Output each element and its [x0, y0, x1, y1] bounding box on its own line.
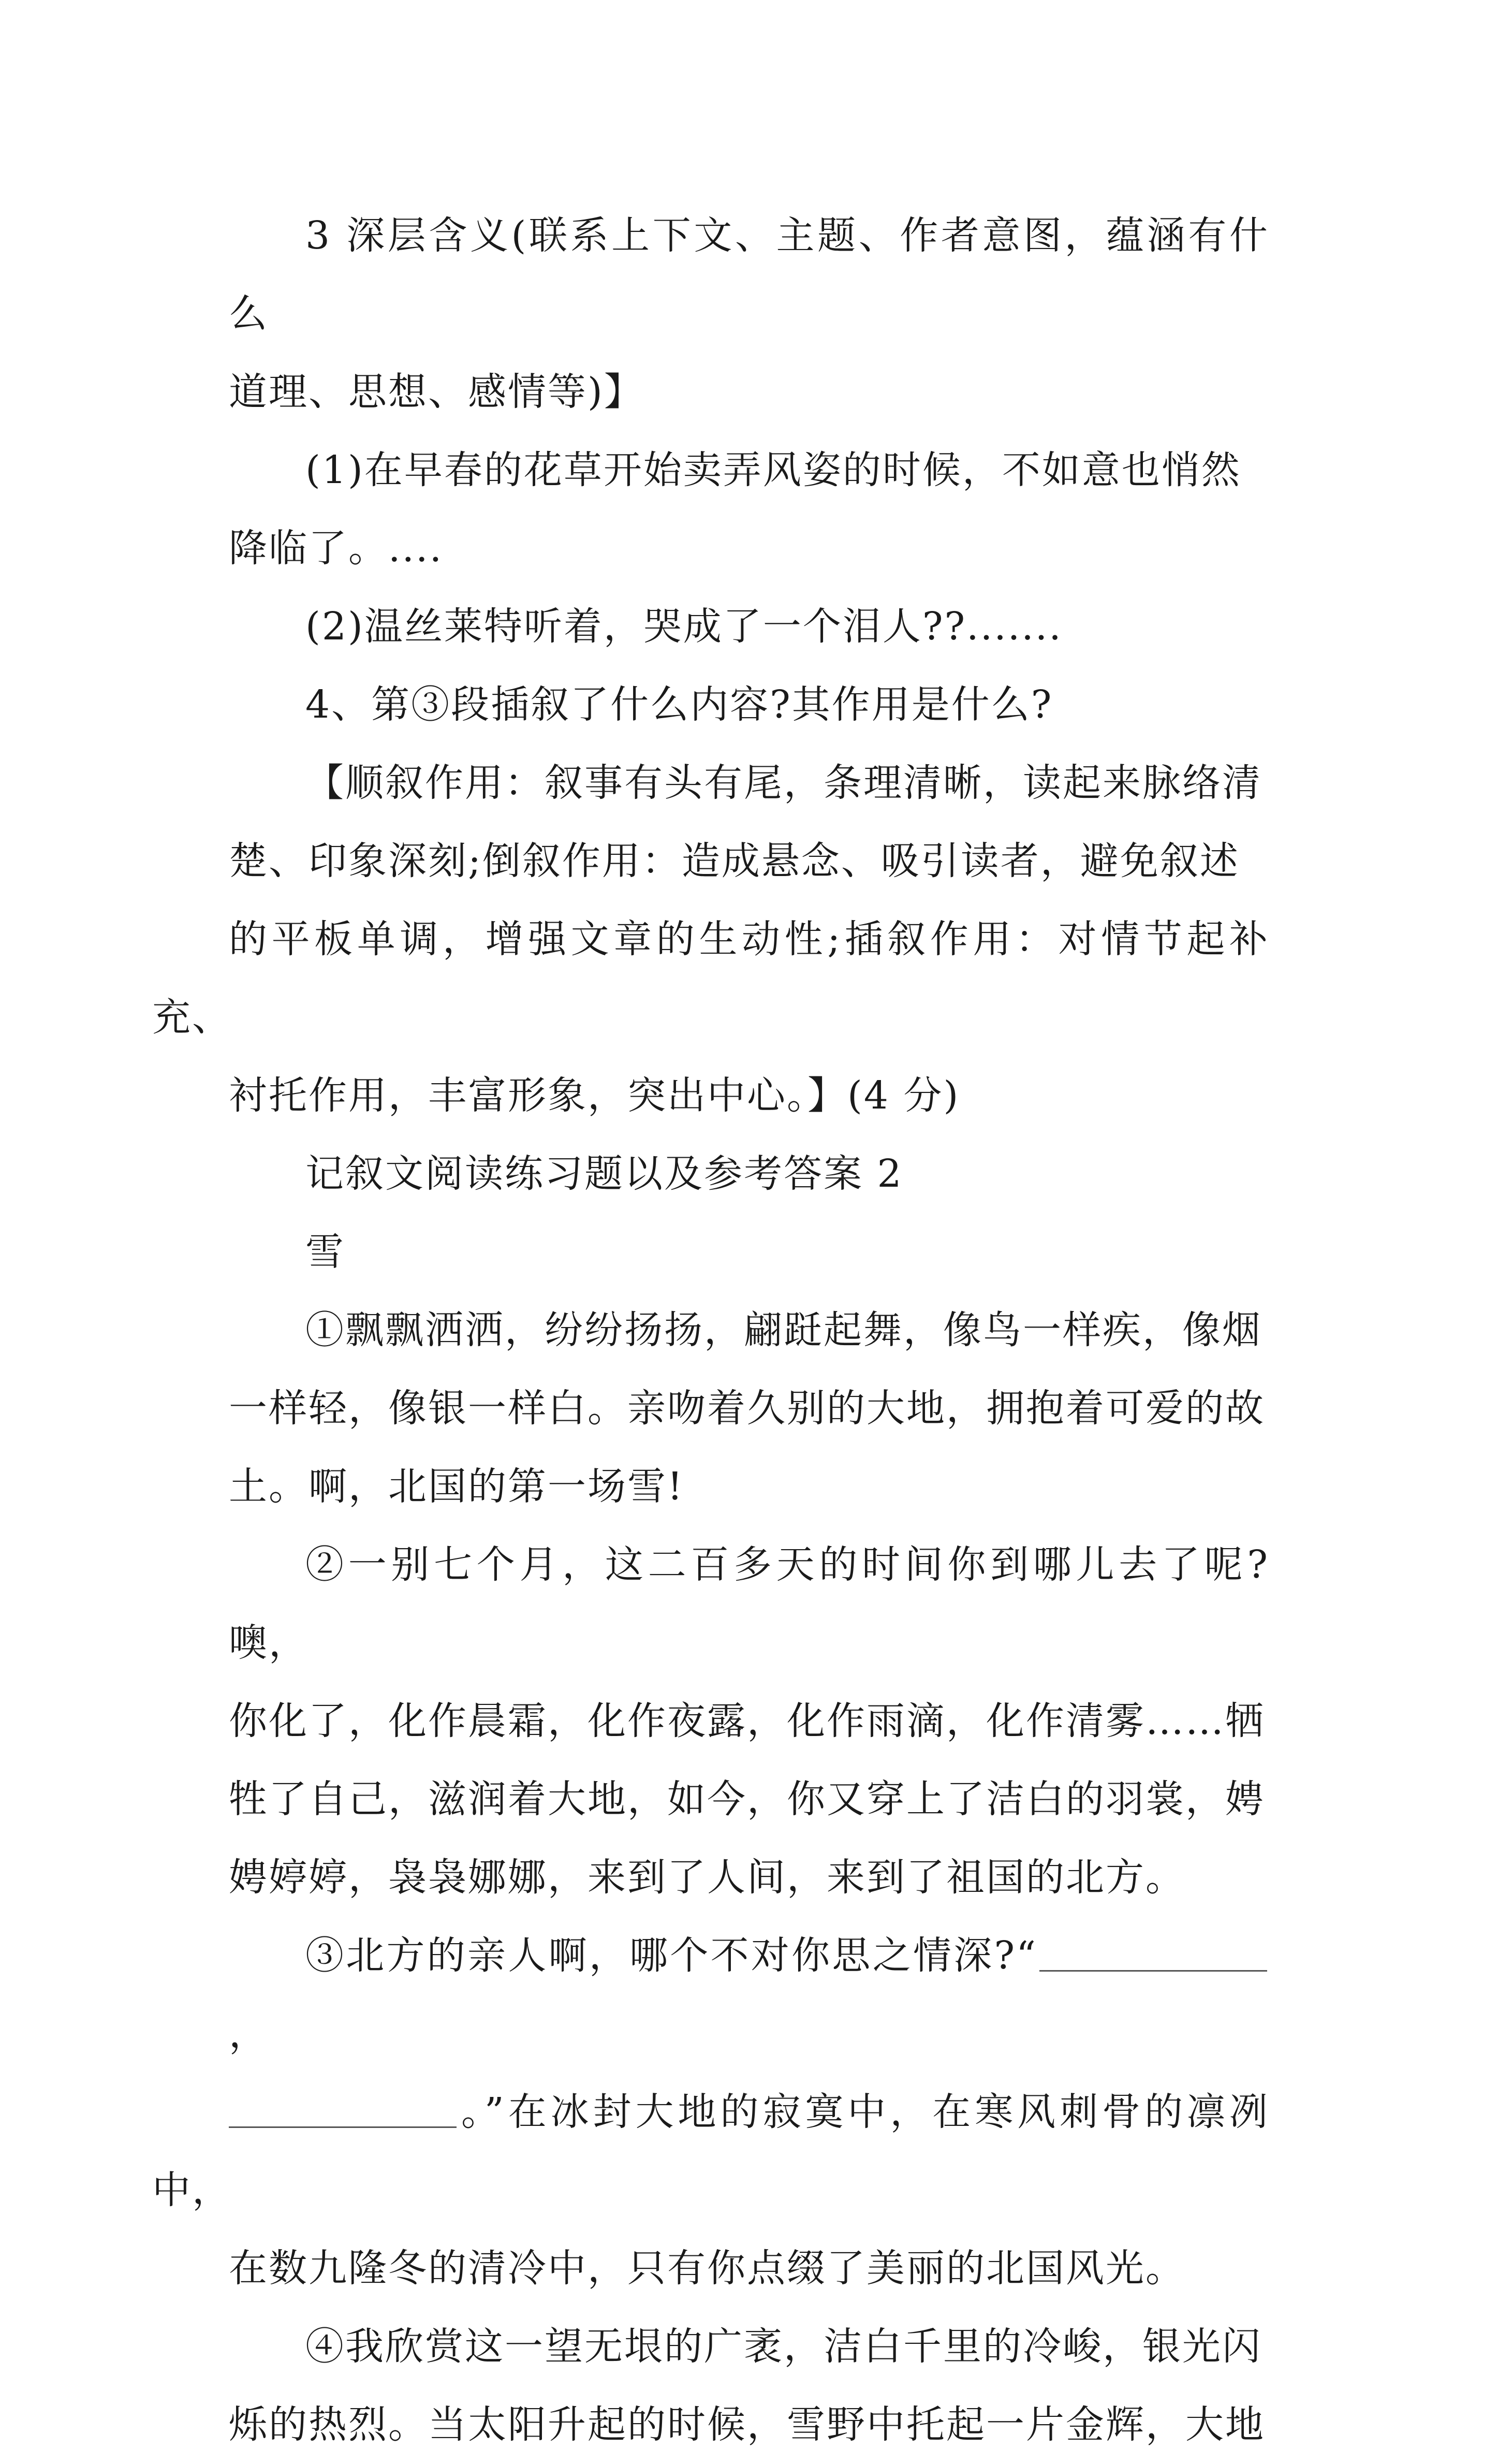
- text-line: 土。啊，北国的第一场雪!: [229, 1464, 684, 1509]
- question-4: [229, 666, 1269, 744]
- section-title: [229, 1135, 1269, 1213]
- text-line: 4、第③段插叙了什么内容?其作用是什么?: [305, 682, 1053, 727]
- text-line: 记叙文阅读练习题以及参考答案 2: [305, 1151, 903, 1196]
- text-line: [152, 2073, 1269, 2229]
- text-line: 降临了。....: [229, 526, 444, 571]
- text-line: (1)在早春的花草开始卖弄风姿的时候，不如意也悄然: [305, 448, 1241, 492]
- paragraph-item-2: [229, 588, 1269, 666]
- text-line: 的平板单调，增强文章的生动性;插叙作用：对情节起补充、: [152, 917, 1269, 1040]
- fill-in-blank: [229, 2088, 457, 2128]
- document-body: [152, 197, 1269, 2464]
- fill-in-blank: [1039, 1932, 1267, 1972]
- article-paragraph-3: [152, 1917, 1269, 2308]
- text-line: 娉婷婷，袅袅娜娜，来到了人间，来到了祖国的北方。: [229, 1855, 1185, 1900]
- text-line: 烁的热烈。当太阳升起的时候，雪野中托起一片金辉，大地: [229, 2402, 1265, 2447]
- text-line: 你化了，化作晨霜，化作夜露，化作雨滴，化作清雾……牺: [229, 1699, 1265, 1743]
- text-line: 衬托作用，丰富形象，突出中心。】(4 分): [229, 1073, 960, 1118]
- text-line: [229, 1917, 1269, 2073]
- text-line: ④我欣赏这一望无垠的广袤，洁白千里的冷峻，银光闪: [305, 2324, 1262, 2369]
- text-line: 一样轻，像银一样白。亲吻着久别的大地，拥抱着可爱的故: [229, 1386, 1265, 1431]
- answer-narration-functions: [152, 744, 1269, 1135]
- article-paragraph-4: [229, 2308, 1269, 2464]
- text-segment: ，: [229, 2011, 269, 2056]
- text-line: ②一别七个月，这二百多天的时间你到哪儿去了呢?噢，: [229, 1542, 1269, 1665]
- article-title: [229, 1213, 1269, 1291]
- text-line: (2)温丝莱特听着，哭成了一个泪人??.......: [305, 604, 1063, 649]
- article-paragraph-1: [229, 1291, 1269, 1526]
- text-line: 道理、思想、感情等)】: [229, 370, 644, 414]
- article-paragraph-2: [229, 1526, 1269, 1917]
- text-line: 在数九隆冬的清冷中，只有你点缀了美丽的北国风光。: [229, 2246, 1185, 2291]
- text-line: 楚、印象深刻;倒叙作用：造成悬念、吸引读者，避免叙述: [229, 839, 1240, 883]
- text-line: 雪: [305, 1230, 345, 1274]
- text-line: 3 深层含义(联系上下文、主题、作者意图，蕴涵有什么: [229, 213, 1269, 336]
- paragraph-item-1: [229, 431, 1269, 588]
- text-line: 牲了自己，滋润着大地，如今，你又穿上了洁白的羽裳，娉: [229, 1777, 1265, 1821]
- paragraph-deep-meaning: [229, 197, 1269, 431]
- text-segment: ③北方的亲人啊，哪个不对你思之情深?“: [305, 1933, 1037, 1978]
- text-line: 【顺叙作用：叙事有头有尾，条理清晰，读起来脉络清: [305, 761, 1262, 805]
- text-line: ①飘飘洒洒，纷纷扬扬，翩跹起舞，像鸟一样疾，像烟: [305, 1308, 1262, 1352]
- text-segment: 。”在冰封大地的寂寞中，在寒风刺骨的凛冽中，: [152, 2090, 1269, 2212]
